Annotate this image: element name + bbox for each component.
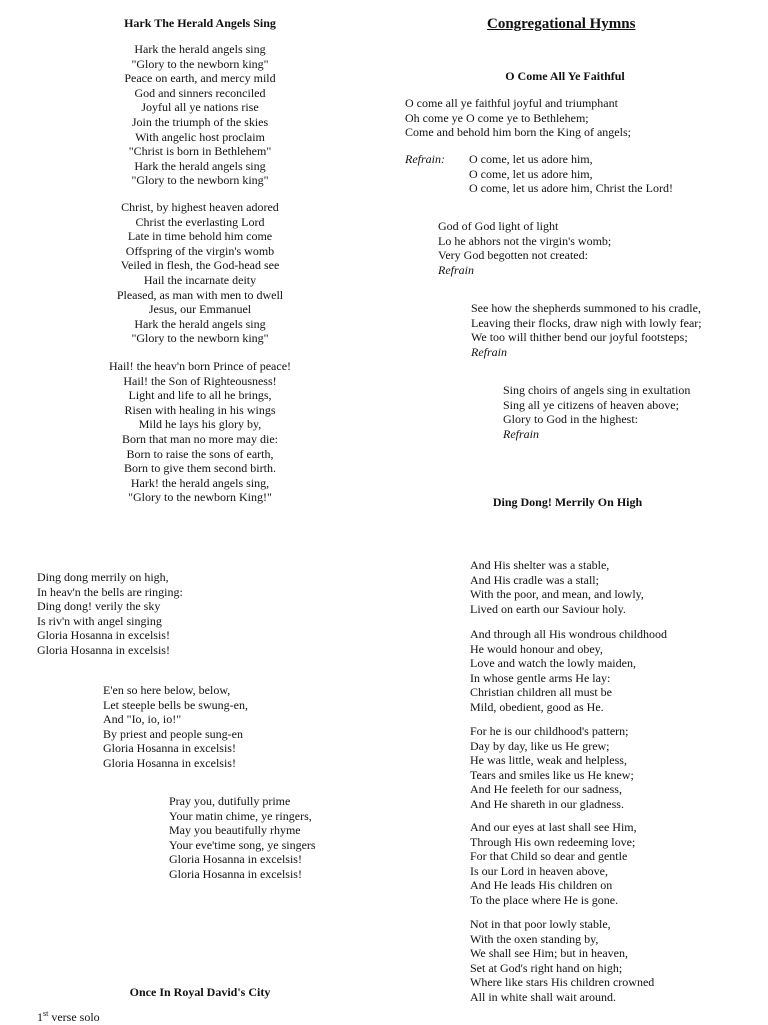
verse-line: Ding dong! verily the sky (37, 599, 161, 614)
verse-line: Gloria Hosanna in excelsis! (103, 755, 236, 770)
verse-line: And He shareth in our gladness. (470, 796, 624, 811)
verse-line: And He feeleth for our sadness, (470, 782, 622, 797)
verse-line: All in white shall wait around. (470, 989, 616, 1004)
solo-note-text: verse solo (48, 1010, 100, 1024)
verse-line: Tears and smiles like us He knew; (470, 767, 634, 782)
verse-line: With angelic host proclaim (135, 129, 265, 144)
verse-line: Late in time behold him come (127, 229, 273, 244)
verse-line: Gloria Hosanna in excelsis! (37, 628, 170, 643)
verse-line: And His cradle was a stall; (470, 572, 599, 587)
verse-line: Risen with healing in his wings (124, 402, 276, 417)
verse-line: "Glory to the newborn King!" (128, 490, 272, 505)
verse-line: Veiled in flesh, the God-head see (120, 258, 280, 273)
verse-line: We shall see Him; but in heaven, (470, 946, 628, 961)
hymn-title-hark: Hark The Herald Angels Sing (124, 16, 276, 30)
verse-line: O come, let us adore him, Christ the Lord! (469, 181, 673, 196)
dingdong-verse-2 (103, 683, 248, 771)
verse-line: We too will thither bend our joyful footsteps; (471, 330, 688, 345)
verse-line: Sing all ye citizens of heaven above; (503, 397, 679, 412)
hymn-title-royal: Once In Royal David's City (129, 985, 271, 999)
hark-verse-2 (40, 200, 360, 346)
verse-line: "Glory to the newborn king" (131, 56, 269, 71)
verse-line: Gloria Hosanna in excelsis! (37, 642, 170, 657)
verse-line: Ding dong merrily on high, (37, 570, 169, 584)
verse-line: Christ, by highest heaven adored (121, 200, 279, 214)
page-title: Congregational Hymns (487, 16, 636, 32)
verse-line: Set at God's right hand on high; (470, 960, 623, 975)
verse-line: E'en so here below, below, (103, 683, 231, 697)
verse-line: Hail! the heav'n born Prince of peace! (108, 359, 292, 373)
hark-verse-1 (40, 42, 360, 188)
verse-line: For he is our childhood's pattern; (470, 724, 629, 738)
hark-verse-3 (40, 359, 360, 505)
verse-line: Gloria Hosanna in excelsis! (103, 741, 236, 756)
verse-line: Glory to God in the highest: (503, 412, 638, 427)
verse-line: Jesus, our Emmanuel (148, 302, 252, 317)
verse-line: Your eve'time song, ye singers (169, 837, 316, 852)
verse-line: Hark the herald angels sing (134, 316, 266, 331)
royal-verse-b (470, 627, 667, 715)
verse-line: Sing choirs of angels sing in exultation (503, 383, 691, 397)
verse-line: Come and behold him born the King of angels; (405, 125, 631, 140)
ocome-verse-3 (471, 301, 702, 345)
verse-line: Oh come ye O come ye to Bethlehem; (405, 110, 589, 125)
verse-line: For that Child so dear and gentle (470, 849, 628, 864)
verse-line: Day by day, like us He grew; (470, 738, 610, 753)
solo-note-number: 1 (37, 1010, 43, 1024)
verse-line: See how the shepherds summoned to his cradle, (471, 301, 701, 315)
verse-line: To the place where He is gone. (470, 892, 619, 907)
verse-line: Is riv'n with angel singing (37, 613, 162, 628)
verse-line: Light and life to all he brings, (128, 388, 272, 403)
verse-line: "Glory to the newborn king" (131, 331, 269, 346)
solo-note-suffix: st (43, 1009, 49, 1018)
verse-line: O come all ye faithful joyful and triumphant (405, 96, 618, 110)
verse-line: Lo he abhors not the virgin's womb; (438, 233, 612, 248)
solo-note (37, 1010, 100, 1025)
royal-verse-d (470, 820, 637, 908)
verse-line: Christian children all must be (470, 685, 612, 700)
verse-line: Born to give them second birth. (124, 461, 276, 476)
verse-line: Through His own redeeming love; (470, 834, 636, 849)
verse-line: God of God light of light (438, 219, 559, 233)
verse-line: "Glory to the newborn king" (131, 173, 269, 188)
ocome-verse-1 (405, 96, 631, 140)
verse-line: Hark! the herald angels sing, (130, 475, 270, 490)
hymn-title-ocome: O Come All Ye Faithful (505, 69, 625, 83)
ocome-refrain (469, 152, 673, 196)
hymn-title-dingdong: Ding Dong! Merrily On High (492, 495, 643, 509)
verse-line: And through all His wondrous childhood (470, 627, 667, 641)
ocome-verse-4 (503, 383, 690, 427)
verse-line: Born to raise the sons of earth, (126, 446, 274, 461)
verse-line: Hail the incarnate deity (143, 272, 257, 287)
verse-line: Is our Lord in heaven above, (470, 863, 608, 878)
dingdong-verse-3 (169, 794, 316, 882)
verse-line: Pray you, dutifully prime (169, 794, 291, 808)
verse-line: With the oxen standing by, (470, 931, 599, 946)
verse-line: Peace on earth, and mercy mild (124, 71, 276, 86)
verse-line: Gloria Hosanna in excelsis! (169, 852, 302, 867)
verse-line: Where like stars His children crowned (470, 975, 655, 990)
verse-line: Let steeple bells be swung-en, (103, 697, 248, 712)
verse-line: Not in that poor lowly stable, (470, 917, 611, 931)
verse-line: "Christ is born in Bethlehem" (128, 144, 272, 159)
verse-line: Hark the herald angels sing (134, 158, 266, 173)
verse-line: In whose gentle arms He lay: (470, 670, 611, 685)
verse-line: O come, let us adore him, (469, 166, 593, 181)
verse-line: With the poor, and mean, and lowly, (470, 587, 644, 602)
verse-line: Mild, obedient, good as He. (470, 699, 604, 714)
verse-line: And He leads His children on (470, 878, 613, 893)
royal-verse-a (470, 558, 644, 616)
verse-line: And "Io, io, io!" (103, 712, 182, 727)
verse-line: By priest and people sung-en (103, 726, 243, 741)
verse-line: Christ the everlasting Lord (135, 214, 265, 229)
verse-line: Joyful all ye nations rise (141, 100, 259, 115)
verse-line: Your matin chime, ye ringers, (169, 808, 312, 823)
verse-line: Hark the herald angels sing (134, 42, 266, 56)
verse-line: O come, let us adore him, (469, 152, 593, 166)
verse-line: He would honour and obey, (470, 641, 603, 656)
verse-line: Mild he lays his glory by, (138, 417, 262, 432)
verse-line: Pleased, as man with men to dwell (116, 287, 284, 302)
refrain-label: Refrain: (405, 152, 445, 166)
dingdong-verse-1 (37, 570, 183, 658)
verse-line: And His shelter was a stable, (470, 558, 610, 572)
royal-verse-e (470, 917, 654, 1005)
verse-line: Born that man no more may die: (122, 431, 278, 446)
verse-line: Lived on earth our Saviour holy. (470, 601, 626, 616)
verse-line: Very God begotten not created: (438, 248, 588, 263)
verse-line: He was little, weak and helpless, (470, 753, 627, 768)
verse-line: Gloria Hosanna in excelsis! (169, 866, 302, 881)
ocome-verse-2 (438, 219, 611, 263)
refrain-ref: Refrain (438, 263, 474, 277)
verse-line: Love and watch the lowly maiden, (470, 656, 636, 671)
refrain-ref: Refrain (503, 427, 539, 441)
royal-verse-c (470, 724, 634, 812)
verse-line: And our eyes at last shall see Him, (470, 820, 637, 834)
verse-line: Leaving their flocks, draw nigh with lowly fear; (471, 315, 702, 330)
verse-line: Offspring of the virgin's womb (125, 243, 275, 258)
verse-line: May you beautifully rhyme (169, 823, 301, 838)
refrain-ref: Refrain (471, 345, 507, 359)
verse-line: In heav'n the bells are ringing: (37, 584, 183, 599)
verse-line: Join the triumph of the skies (131, 114, 269, 129)
verse-line: Hail! the Son of Righteousness! (123, 373, 277, 388)
verse-line: God and sinners reconciled (134, 85, 266, 100)
